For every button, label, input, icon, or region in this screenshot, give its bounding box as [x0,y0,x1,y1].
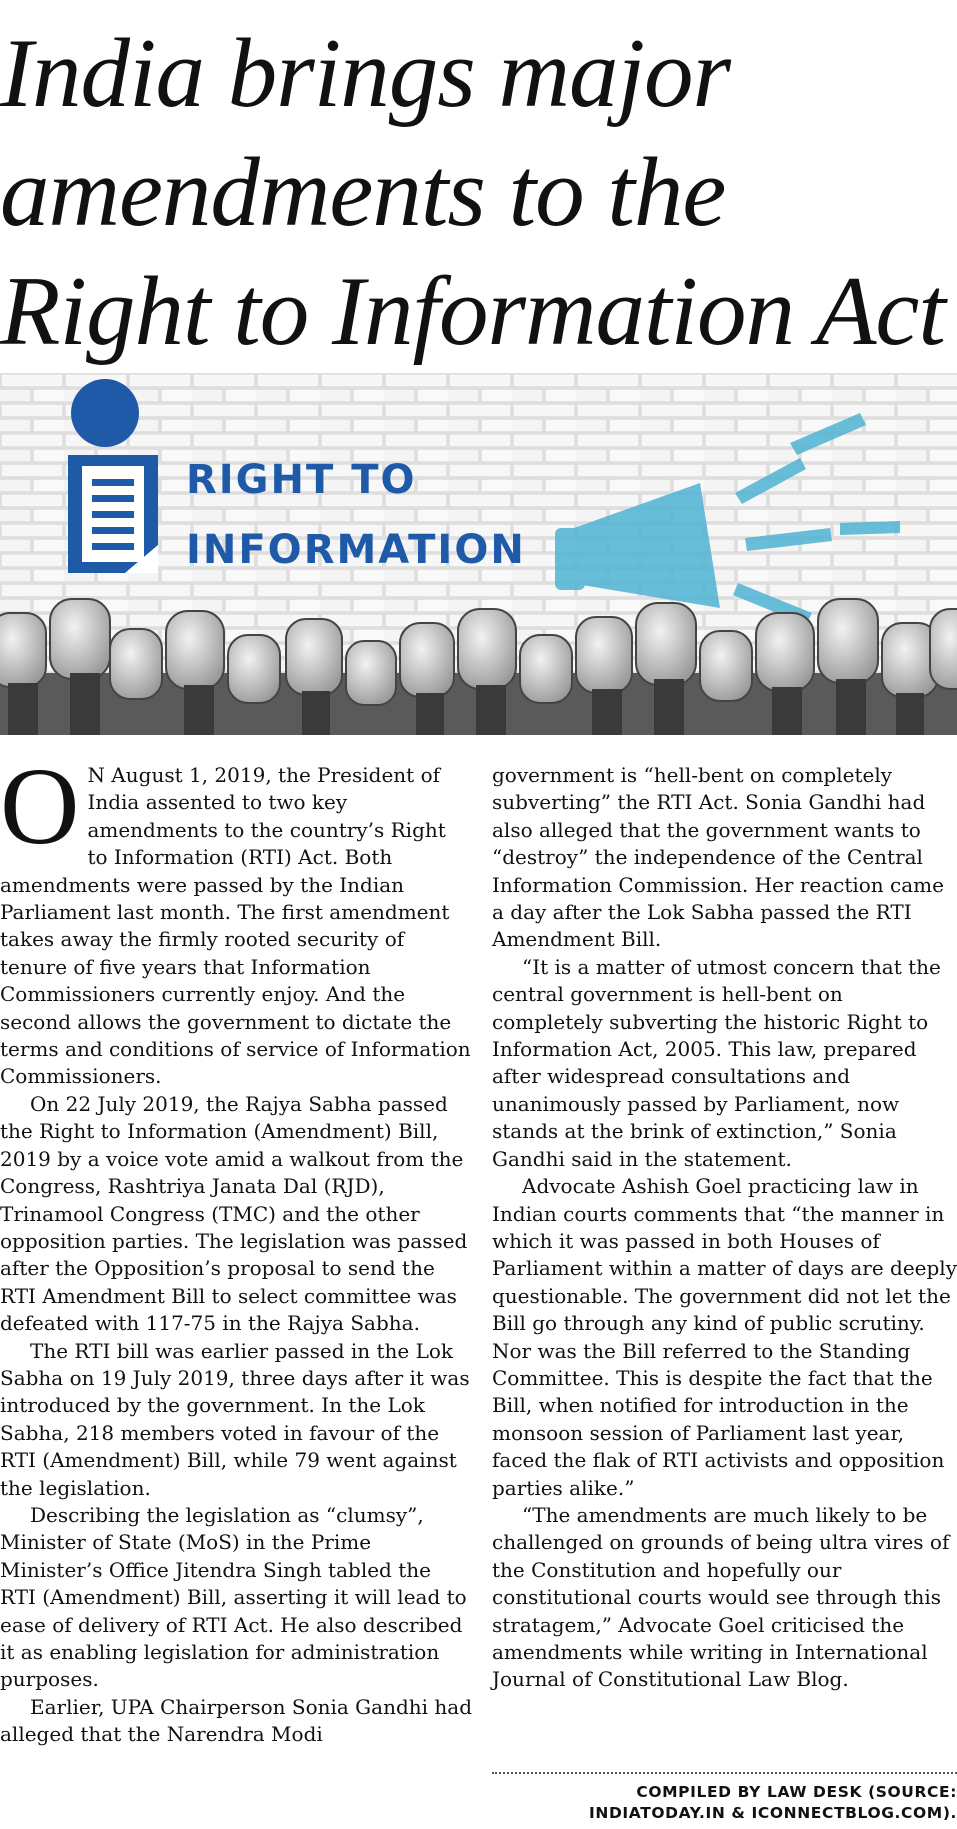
paragraph [0,745,472,1091]
headline-line-2: amendments to the [0,138,726,247]
paragraph: Advocate Ashish Goel practicing law in Indian courts comments that “the manner in which it was passed in both Houses of Parliament within a matter of days are deeply questionable. The government did not let the Bill go through any kind of public scrutiny. Nor was the Bill referred to the Standing Committee. This is despite the fact that the Bill, when notified for introduction in the monsoon session of Parliament last year, faced the flak of RTI activists and opposition parties alike.” [492,1174,957,1500]
credit-divider [492,1772,957,1774]
credit-line-1: COMPILED BY LAW DESK (SOURCE: [636,1783,957,1801]
paragraph: Earlier, UPA Chairperson Sonia Gandhi had alleged that the Narendra Modi [0,1694,473,1747]
drop-cap: O [0,745,80,867]
headline-line-1: India brings major [0,19,731,128]
banner-text-right-to: RIGHT TO [186,457,417,503]
headline [0,14,957,371]
credit-line [492,1782,957,1824]
article-column-right [492,762,957,1694]
paragraph: The RTI bill was earlier passed in the Lok Sabha on 19 July 2019, three days after it was introduced by the government. In the Lok Sabha, 218 members voted in favour of the RTI (Amendment) Bill, while 79 went against the legislation. [0,1338,470,1500]
paragraph: government is “hell-bent on completely subverting” the RTI Act. Sonia Gandhi had also alleged that the government wants to “destroy” the independence of the Central Information Commission. Her reaction came a day after the Lok Sabha passed the RTI Amendment Bill. [492,763,944,952]
paragraph: “It is a matter of utmost concern that the central government is hell-bent on completely subverting the historic Right to Information Act, 2005. This law, prepared after widespread consultations and unanimously passed by Parliament, now stands at the brink of extinction,” Sonia Gandhi said in the statement. [492,954,941,1171]
rti-banner-image [0,373,957,735]
banner-text-information: INFORMATION [186,527,526,573]
paragraph: On 22 July 2019, the Rajya Sabha passed the Right to Information (Amendment) Bill, 2019 by a voice vote amid a walkout from the Congress, Rashtriya Janata Dal (RJD), Trinamool Congress (TMC) and the other opposition parties. The legislation was passed after the Opposition’s proposal to send the RTI Amendment Bill to select committee was defeated with 117-75 in the Rajya Sabha. [0,1091,468,1336]
paragraph: “The amendments are much likely to be challenged on grounds of being ultra vires of the Constitution and hopefully our constitutional courts would see through this stratagem,” Advocate Goel criticised the amendments while writing in International Journal of Constitutional Law Blog. [492,1502,950,1692]
headline-line-3: Right to Information Act [0,257,945,366]
credit-line-2: INDIATODAY.IN & ICONNECTBLOG.COM). [589,1804,957,1822]
paragraph: Describing the legislation as “clumsy”, Minister of State (MoS) in the Prime Minister’s Office Jitendra Singh tabled the RTI (Amendment) Bill, asserting it will lead to ease of delivery of RTI Act. He also described it as enabling legislation for administration purposes. [0,1502,467,1692]
article-column-left [0,745,473,1749]
paragraph-text: N August 1, 2019, the President of India assented to two key amendments to the country’s Right to Information (RTI) Act. Both amendments were passed by the Indian Parliament last month. The first amendment takes away the firmly rooted security of tenure of five years that Information Commissioners currently enjoy. And the second allows the government to dictate the terms and conditions of service of Information Commissioners. [0,763,471,1089]
